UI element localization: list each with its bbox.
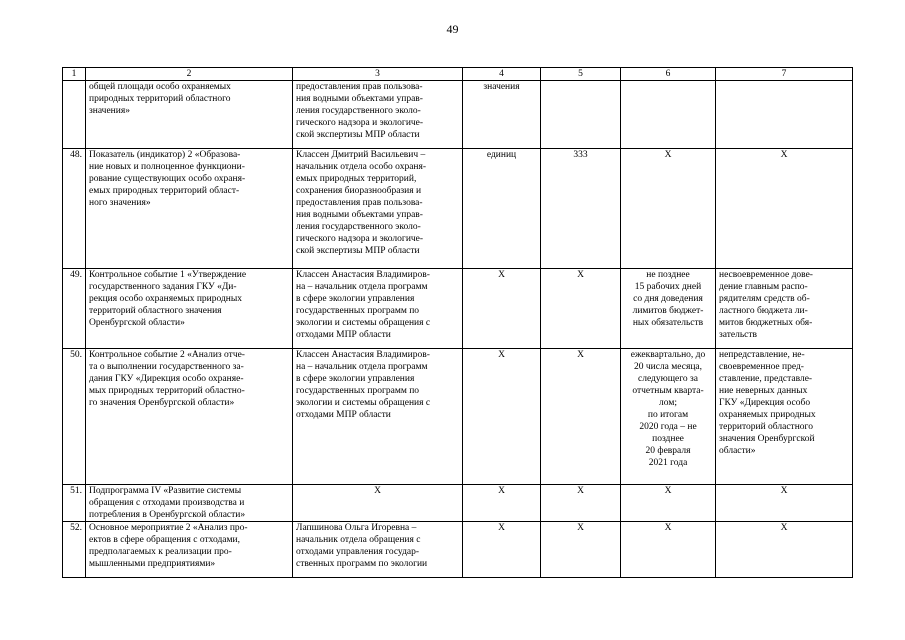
text-line: X (664, 486, 672, 496)
unit-cell (463, 81, 541, 149)
unit-cell (463, 269, 541, 349)
text-line: отходами МПР области (296, 330, 391, 340)
text-line: X (498, 270, 505, 280)
text-line: государственного задания ГКУ «Ди- (89, 282, 237, 292)
text-line: значения (483, 82, 520, 92)
text-line: митов бюджетных обя- (719, 318, 813, 328)
text-line: X (780, 523, 788, 533)
responsible-cell (293, 522, 463, 578)
text-line: Контрольное событие 2 «Анализ отче- (89, 350, 245, 360)
text-line: зательств (719, 330, 758, 340)
text-line: природных территорий областного (89, 94, 231, 104)
text-line: 20 числа месяца, (633, 362, 702, 372)
text-line: экологии и системы обращения с (296, 398, 431, 408)
column-header: 5 (541, 68, 621, 81)
responsible-cell (293, 81, 463, 149)
text-line: в сфере экологии управления (296, 294, 415, 304)
text-line: X (577, 350, 584, 360)
text-line: ластного бюджета ли- (719, 306, 808, 316)
text-line: на – начальник отдела программ (296, 282, 428, 292)
text-line: единиц (486, 150, 517, 160)
table-row (63, 81, 853, 149)
deadline-cell (621, 269, 716, 349)
page-number: 49 (446, 22, 459, 36)
value-cell (541, 149, 621, 269)
text-line: X (577, 523, 584, 533)
text-line: X (498, 350, 505, 360)
text-line: ние новых и полноценное функциони- (89, 162, 245, 172)
text-line: отходами МПР области (296, 410, 391, 420)
unit-cell (463, 149, 541, 269)
document-table (62, 67, 853, 578)
text-line: ных обязательств (632, 318, 704, 328)
text-line: емых природных территорий област- (89, 186, 240, 196)
text-line: ние неверных данных (719, 386, 808, 396)
text-line: ежеквартально, до (630, 350, 706, 360)
text-line: Лапшинова Ольга Игоревна – (296, 523, 417, 533)
text-line: X (374, 486, 381, 496)
text-line: Классен Анастасия Владимиров- (296, 270, 430, 280)
text-line: гического надзора и экологиче- (296, 234, 424, 244)
text-line: отходами управления государ- (296, 547, 420, 557)
text-line: 15 рабочих дней (634, 282, 702, 292)
responsible-cell (293, 485, 463, 522)
text-line: 2021 года (648, 458, 688, 468)
text-line: ния водными объектами управ- (296, 210, 423, 220)
text-line: лимитов бюджет- (632, 306, 704, 316)
text-line: экологии и системы обращения с (296, 318, 431, 328)
text-line: начальник отдела особо охраня- (296, 162, 427, 172)
column-header: 3 (293, 68, 463, 81)
risk-cell (716, 269, 853, 349)
text-line: значения Оренбургской (719, 434, 815, 444)
text-line: X (577, 270, 584, 280)
text-line: ской экспертизы МПР области (296, 130, 420, 140)
value-cell (541, 485, 621, 522)
text-line: лом; (659, 398, 677, 408)
text-line: значения» (89, 106, 130, 116)
name-cell (86, 149, 293, 269)
table-row (63, 349, 853, 485)
text-line: Основное мероприятие 2 «Анализ про- (89, 523, 248, 533)
text-line: общей площади особо охраняемых (89, 82, 231, 92)
unit-cell (463, 349, 541, 485)
text-line: области» (719, 446, 756, 456)
risk-cell (716, 349, 853, 485)
text-line: ного значения» (89, 198, 151, 208)
text-line: ния водными объектами управ- (296, 94, 423, 104)
text-line: Классен Дмитрий Васильевич – (296, 150, 426, 160)
deadline-cell (621, 149, 716, 269)
column-header: 7 (716, 68, 853, 81)
text-line: гического надзора и экологиче- (296, 118, 424, 128)
table-row (63, 269, 853, 349)
text-line: мых природных территорий областно- (89, 386, 245, 396)
text-line: рядителям средств об- (719, 294, 810, 304)
text-line: емых природных территорий, (296, 174, 417, 184)
text-line: та о выполнении государственного за- (89, 362, 244, 372)
text-line: позднее (652, 434, 684, 444)
text-line: отчетным кварта- (632, 386, 704, 396)
text-line: территорий областного (719, 422, 813, 432)
text-line: 333 (573, 150, 588, 160)
text-line: ектов в сфере обращения с отходами, (89, 535, 240, 545)
text-line: дение главным распо- (719, 282, 808, 292)
text-line: ления государственного эколо- (296, 106, 421, 116)
column-header: 1 (63, 68, 86, 81)
text-line: обращения с отходами производства и (89, 498, 245, 508)
name-cell (86, 349, 293, 485)
text-line: на – начальник отдела программ (296, 362, 428, 372)
risk-cell (716, 149, 853, 269)
table-header-row (63, 68, 853, 81)
text-line: сохранения биоразнообразия и (296, 186, 422, 196)
deadline-cell (621, 485, 716, 522)
risk-cell (716, 485, 853, 522)
deadline-cell (621, 349, 716, 485)
unit-cell (463, 485, 541, 522)
text-line: Показатель (индикатор) 2 «Образова- (89, 150, 241, 160)
text-line: не позднее (646, 270, 690, 280)
text-line: в сфере экологии управления (296, 374, 415, 384)
table-row (63, 149, 853, 269)
text-line: Оренбургской области» (89, 318, 185, 328)
name-cell (86, 522, 293, 578)
row-number-cell (63, 81, 86, 149)
text-line: го значения Оренбургской области» (89, 398, 235, 408)
risk-cell (716, 522, 853, 578)
text-line: государственных программ по (296, 306, 420, 316)
text-line: ГКУ «Дирекция особо (719, 398, 811, 408)
text-line: 20 февраля (645, 446, 691, 456)
text-line: своевременное пред- (719, 362, 804, 372)
row-number-cell: 52. (63, 522, 86, 578)
responsible-cell (293, 149, 463, 269)
table-row (63, 522, 853, 578)
text-line: потребления в Оренбургской области» (89, 510, 246, 520)
text-line: X (664, 150, 672, 160)
text-line: X (577, 486, 584, 496)
text-line: непредставление, не- (719, 350, 805, 360)
text-line: X (780, 150, 788, 160)
deadline-cell (621, 522, 716, 578)
text-line: мышленными предприятиями» (89, 559, 216, 569)
row-number-cell: 50. (63, 349, 86, 485)
row-number-cell: 51. (63, 485, 86, 522)
text-line: ственных программ по экологии (296, 559, 428, 569)
name-cell (86, 81, 293, 149)
text-line: со дня доведения (633, 294, 703, 304)
text-line: дания ГКУ «Дирекция особо охраняе- (89, 374, 244, 384)
responsible-cell (293, 269, 463, 349)
text-line: ления государственного эколо- (296, 222, 421, 232)
row-number-cell: 49. (63, 269, 86, 349)
text-line: X (498, 486, 505, 496)
text-line: предполагаемых к реализации про- (89, 547, 232, 557)
value-cell (541, 349, 621, 485)
text-line: Подпрограмма IV «Развитие системы (89, 486, 242, 496)
deadline-cell (621, 81, 716, 149)
text-line: рекция особо охраняемых природных (89, 294, 243, 304)
text-line: ской экспертизы МПР области (296, 246, 420, 256)
responsible-cell (293, 349, 463, 485)
table-row (63, 485, 853, 522)
text-line: X (664, 523, 672, 533)
column-header: 2 (86, 68, 293, 81)
name-cell (86, 269, 293, 349)
text-line: ставление, представле- (719, 374, 813, 384)
column-header: 4 (463, 68, 541, 81)
risk-cell (716, 81, 853, 149)
text-line: рование существующих особо охраня- (89, 174, 246, 184)
text-line: предоставления прав пользова- (296, 82, 423, 92)
value-cell (541, 269, 621, 349)
text-line: государственных программ по (296, 386, 420, 396)
text-line: начальник отдела обращения с (296, 535, 421, 545)
text-line: X (498, 523, 505, 533)
text-line: Контрольное событие 1 «Утверждение (89, 270, 247, 280)
value-cell (541, 81, 621, 149)
unit-cell (463, 522, 541, 578)
value-cell (541, 522, 621, 578)
text-line: несвоевременное дове- (719, 270, 813, 280)
text-line: территорий областного значения (89, 306, 222, 316)
table-body (63, 68, 853, 578)
name-cell (86, 485, 293, 522)
text-line: X (780, 486, 788, 496)
column-header: 6 (621, 68, 716, 81)
text-line: по итогам (647, 410, 689, 420)
text-line: следующего за (637, 374, 698, 384)
text-line: охраняемых природных (719, 410, 816, 420)
text-line: предоставления прав пользова- (296, 198, 423, 208)
row-number-cell: 48. (63, 149, 86, 269)
text-line: 2020 года – не (639, 422, 697, 432)
text-line: Классен Анастасия Владимиров- (296, 350, 430, 360)
